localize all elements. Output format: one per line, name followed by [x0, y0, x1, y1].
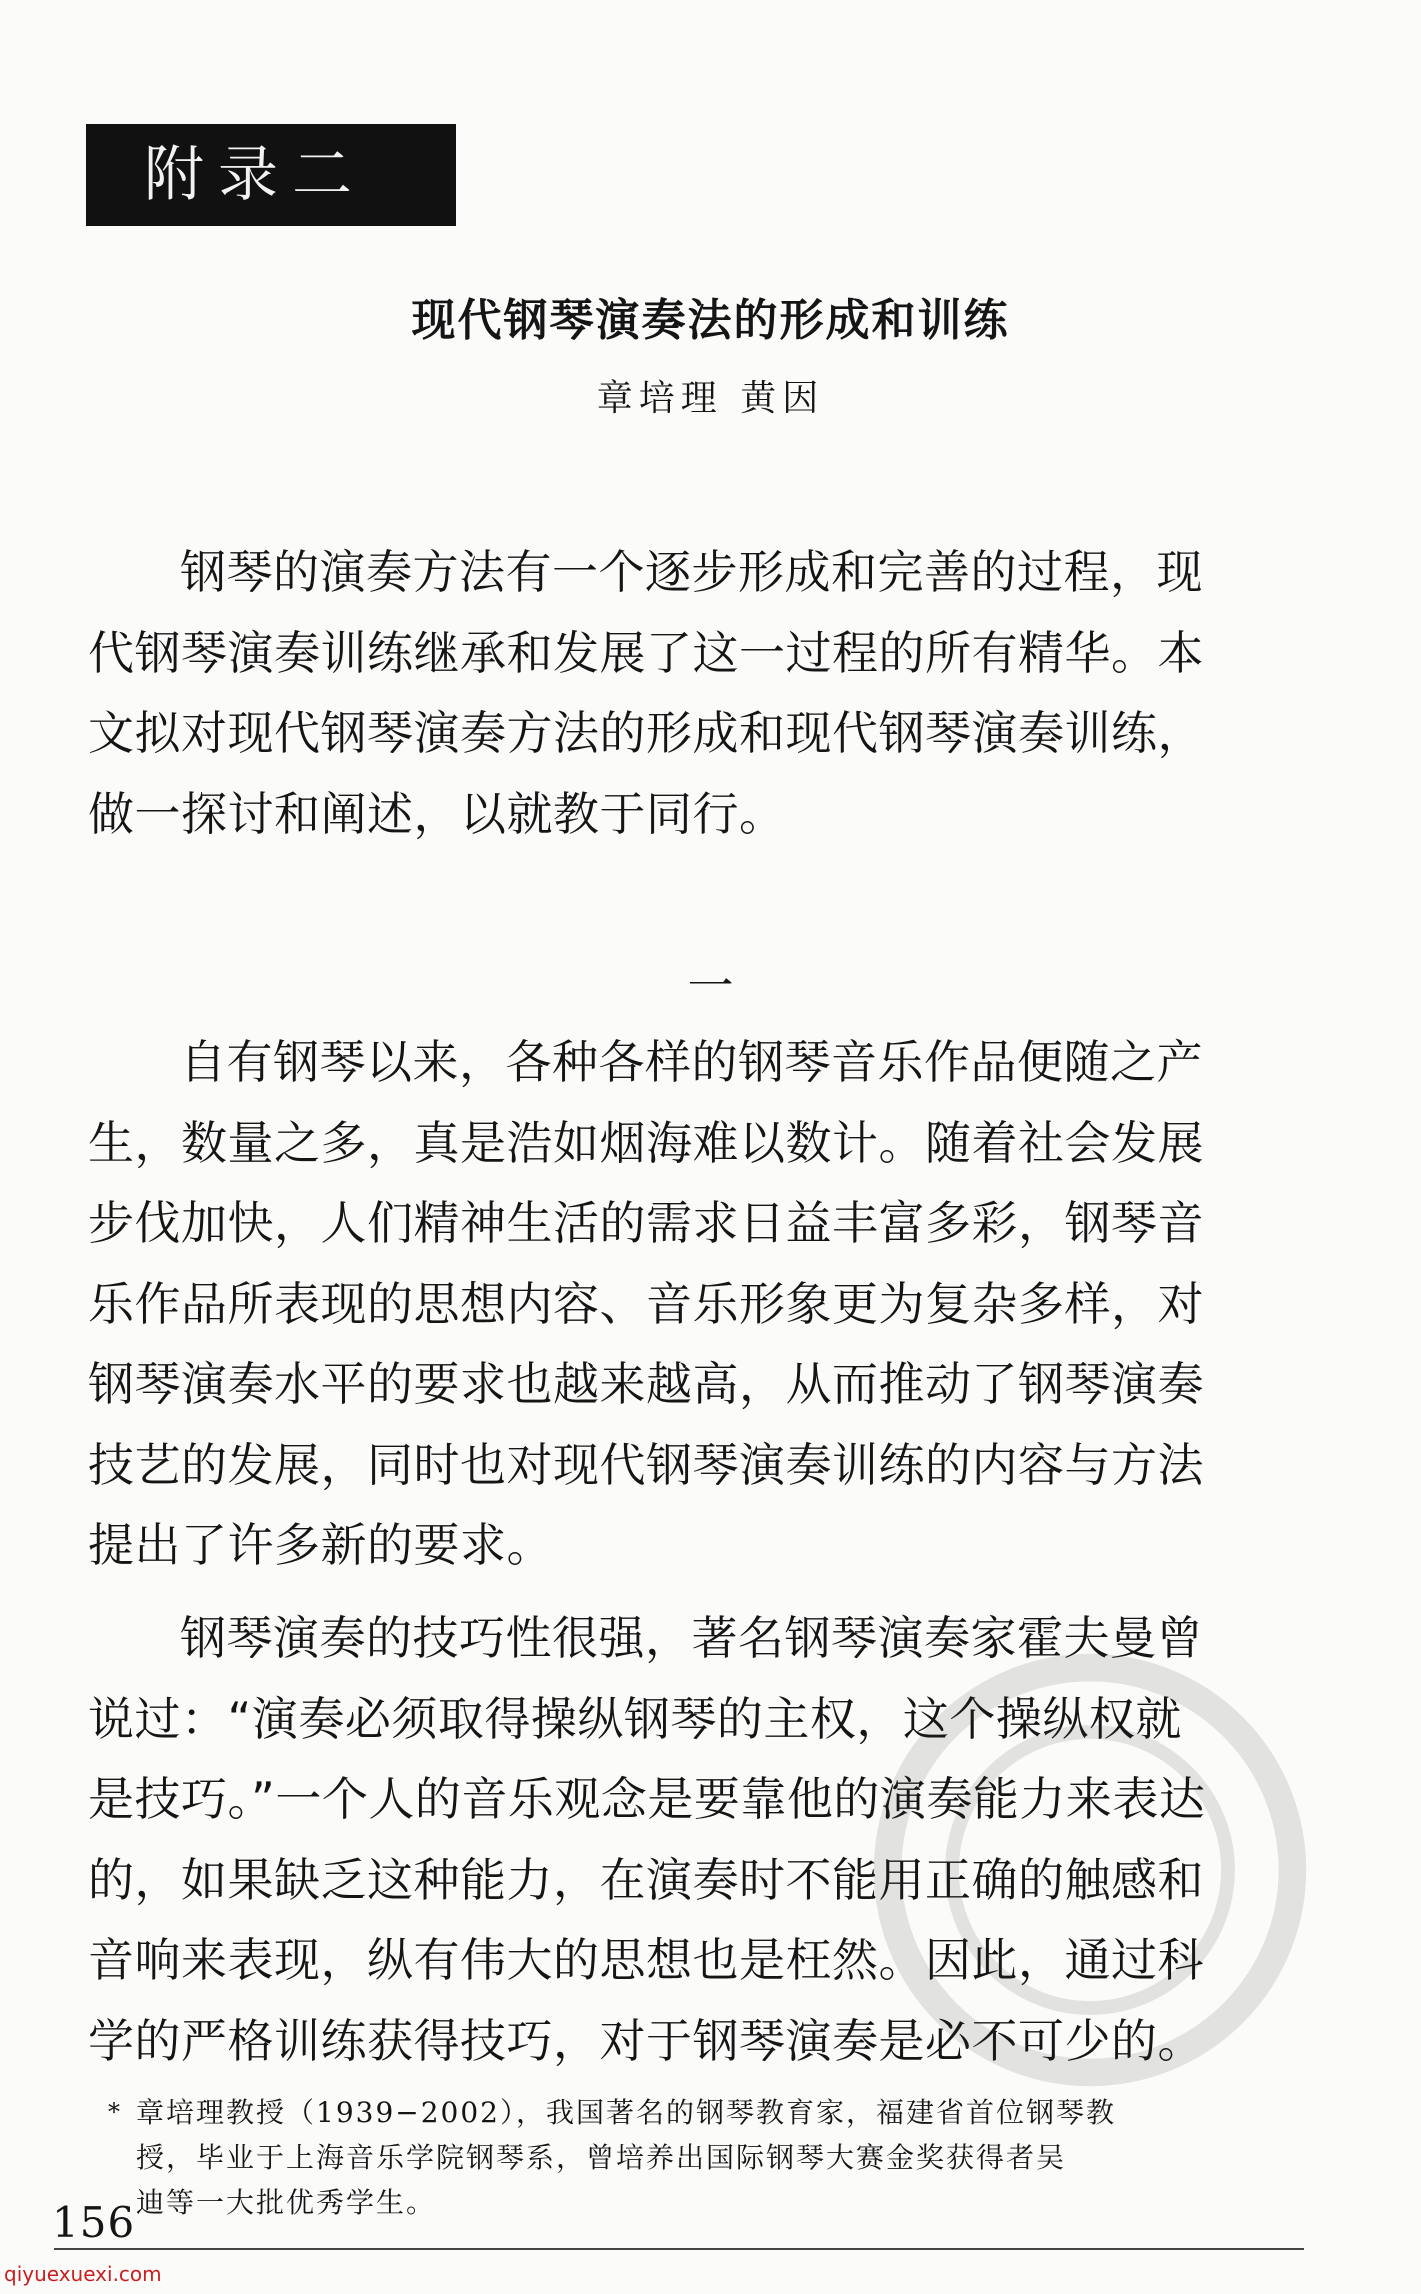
text-line: 钢琴演奏的技巧性很强，著名钢琴演奏家霍夫曼曾	[180, 1611, 1203, 1665]
text-line: 代钢琴演奏训练继承和发展了这一过程的所有精华。本	[88, 625, 1204, 680]
text-line: 是技巧。”一个人的音乐观念是要靠他的演奏能力来表达	[88, 1772, 1206, 1826]
footnote-line: 章培理教授（1939−2002），我国著名的钢琴教育家，福建省首位钢琴教	[136, 2096, 1116, 2129]
article-authors: 章培理 黄因	[596, 378, 825, 419]
body-paragraph	[88, 1022, 1338, 1586]
text-line: 生，数量之多，真是浩如烟海难以数计。随着社会发展	[88, 1115, 1204, 1170]
text-line: 自有钢琴以来，各种各样的钢琴音乐作品便随之产	[180, 1035, 1203, 1089]
watermark-seal-icon	[860, 1640, 1320, 2100]
text-line: 钢琴的演奏方法有一个逐步形成和完善的过程，现	[180, 545, 1203, 599]
intro-paragraph	[88, 532, 1338, 854]
text-line: 技艺的发展，同时也对现代钢琴演奏训练的内容与方法	[88, 1437, 1204, 1492]
text-line: 的，如果缺乏这种能力，在演奏时不能用正确的触感和	[88, 1852, 1204, 1907]
section-number: 一	[687, 959, 734, 1013]
page-number: 156	[52, 2198, 136, 2247]
text-line: 步伐加快，人们精神生活的需求日益丰富多彩，钢琴音	[88, 1196, 1204, 1250]
footnote-line: 迪等一大批优秀学生。	[136, 2186, 437, 2219]
text-line: 做一探讨和阐述，以就教于同行。	[88, 786, 786, 841]
appendix-label: 附录二	[86, 124, 456, 226]
text-line: 文拟对现代钢琴演奏方法的形成和现代钢琴演奏训练，	[88, 706, 1204, 760]
text-line: 钢琴演奏水平的要求也越来越高，从而推动了钢琴演奏	[88, 1357, 1204, 1411]
footnote-line: 授，毕业于上海音乐学院钢琴系，曾培养出国际钢琴大赛金奖获得者吴	[136, 2141, 1067, 2174]
text-line: 说过：“演奏必须取得操纵钢琴的主权，这个操纵权就	[88, 1691, 1182, 1746]
article-title: 现代钢琴演奏法的形成和训练	[411, 295, 1010, 346]
site-watermark: qiyuexuexi.com	[4, 2262, 162, 2286]
text-line: 乐作品所表现的思想内容、音乐形象更为复杂多样，对	[88, 1276, 1204, 1331]
footnote	[108, 2090, 1336, 2225]
footer-divider	[54, 2248, 1304, 2250]
footnote-marker: *	[108, 2098, 122, 2126]
text-line: 音响来表现，纵有伟大的思想也是枉然。因此，通过科	[88, 1933, 1204, 1987]
text-line: 提出了许多新的要求。	[88, 1518, 553, 1572]
text-line: 学的严格训练获得技巧，对于钢琴演奏是必不可少的。	[88, 2013, 1204, 2068]
